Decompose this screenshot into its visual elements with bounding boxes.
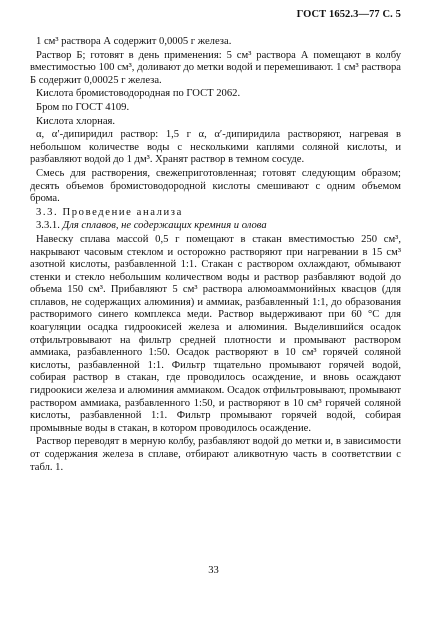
page-header: ГОСТ 1652.3—77 С. 5 bbox=[296, 9, 401, 20]
analysis-paragraph: Раствор переводят в мерную колбу, разбавляют водой до метки и, в зависимости от содержания железа в сплаве, отбирают аликвотную часть в соответствии с табл. 1. bbox=[30, 436, 401, 473]
paragraph: Бром по ГОСТ 4109. bbox=[36, 101, 130, 113]
subsection-heading bbox=[30, 220, 401, 233]
paragraph: α, α′-дипиридил раствор: 1,5 г α, α′-дипиридила растворяют, нагревая в небольшом количестве воды с несколькими каплями соляной кислоты, и разбавляют водой до 1 дм³. Хранят раствор в темном сосуде. bbox=[30, 129, 401, 166]
section-title: 3.3. Проведение анализа bbox=[36, 206, 183, 218]
document-body bbox=[30, 36, 401, 475]
paragraph: Кислота бромистоводородная по ГОСТ 2062. bbox=[36, 88, 241, 100]
paragraph: Раствор Б; готовят в день применения: 5 см³ раствора А помещают в колбу вместимостью 100 см³, доливают до метки водой и перемешивают. 1 см³ раствора Б содержит 0,00025 г железа. bbox=[30, 49, 401, 86]
analysis-paragraph: Навеску сплава массой 0,5 г помещают в стакан вместимостью 250 см³, накрывают часовым стеклом и осторожно растворяют при нагревании в 15 см³ азотной кислоты, разбавленной 1:1. Стакан с раствором охлаждают, обмывают стенки и стекло небольшим количеством воды и раствор разбавляют водой до объема 150 см³. Прибавляют 5 см³ раствора алюмоаммонийных квасцов (для сплавов, не содержащих алюминия) и аммиак, разбавленный 1:1, до образования растворимого синего комплекса меди. Раствор выдерживают при 60 °С для коагуляции осадка гидроокисей железа и алюминия. Выделившийся осадок отфильтровывают на фильтр средней плотности и промывают раствором аммиака, разбавленного 1:50. Осадок растворяют в 10 см³ горячей соляной кислоты, разбавленной 1:1. Фильтр тщательно промывают горячей водой, собирая раствор в стакан, где проводилось осаждение, и вновь осаждают гидроокиси железа и алюминия аммиаком. Осадок отфильтровывают, промывают раствором аммиака, разбавленного 1:50, и растворяют в 10 см³ горячей соляной кислоты, разбавленной 1:1. Фильтр промывают горячей водой, собирая промывные воды в стакан, в котором проводилось осаждение. bbox=[30, 233, 401, 434]
paragraph: Кислота хлорная. bbox=[36, 115, 116, 127]
paragraph: Смесь для растворения, свежеприготовленная; готовят следующим образом; десять объемов бромистоводородной кислоты смешивают с одним объемом брома. bbox=[30, 167, 401, 205]
subsection-title: Для сплавов, не содержащих кремния и олова bbox=[62, 220, 267, 232]
paragraph: 1 см³ раствора А содержит 0,0005 г железа. bbox=[36, 36, 232, 47]
page-number: 33 bbox=[208, 565, 219, 576]
subsection-number: 3.3.1. bbox=[36, 220, 60, 232]
